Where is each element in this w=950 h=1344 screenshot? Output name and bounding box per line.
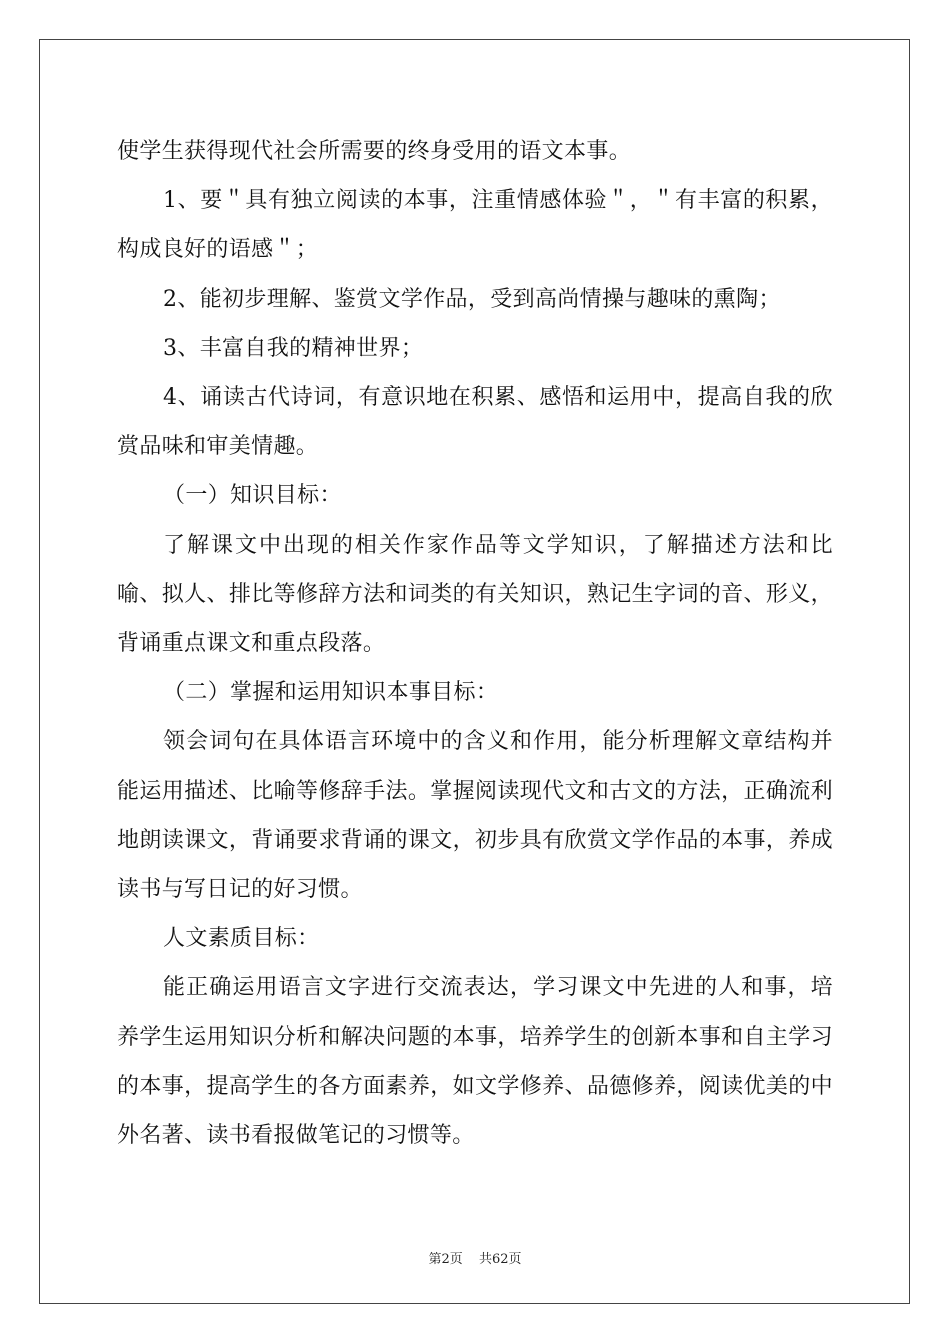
paragraph-ability-goals: 领会词句在具体语言环境中的含义和作用，能分析理解文章结构并能运用描述、比喻等修辞手法。掌握阅读现代文和古文的方法，正确流利地朗读课文，背诵要求背诵的课文，初步具有欣赏文学作品的本事，养成读书与写日记的好习惯。 <box>117 729 833 903</box>
paragraph-knowledge-goals: 了解课文中出现的相关作家作品等文学知识，了解描述方法和比喻、拟人、排比等修辞方法和词类的有关知识，熟记生字词的音、形义，背诵重点课文和重点段落。 <box>117 532 833 657</box>
heading-knowledge-goals: （一）知识目标： <box>163 483 342 509</box>
page-footer <box>0 1248 950 1267</box>
paragraph-item-1: 1、要＂具有独立阅读的本事，注重情感体验＂，＂有丰富的积累，构成良好的语感＂； <box>117 188 833 263</box>
paragraph-humanities-goals: 能正确运用语言文字进行交流表达，学习课文中先进的人和事，培养学生运用知识分析和解决问题的本事，培养学生的创新本事和自主学习的本事，提高学生的各方面素养，如文学修养、品德修养，阅读优美的中外名著、读书看报做笔记的习惯等。 <box>117 975 833 1149</box>
paragraph-item-3: 3、丰富自我的精神世界； <box>163 335 424 361</box>
paragraph-item-4: 4、诵读古代诗词，有意识地在积累、感悟和运用中，提高自我的欣赏品味和审美情趣。 <box>117 385 833 460</box>
page-total: 共62页 <box>478 1252 522 1267</box>
paragraph-intro: 使学生获得现代社会所需要的终身受用的语文本事。 <box>117 139 632 164</box>
heading-humanities-goals: 人文素质目标： <box>163 926 320 952</box>
paragraph-item-2: 2、能初步理解、鉴赏文学作品，受到高尚情操与趣味的熏陶； <box>163 286 781 312</box>
page-number: 第2页 <box>428 1252 463 1267</box>
heading-ability-goals: （二）掌握和运用知识本事目标： <box>163 680 499 706</box>
document-body <box>117 127 833 1160</box>
